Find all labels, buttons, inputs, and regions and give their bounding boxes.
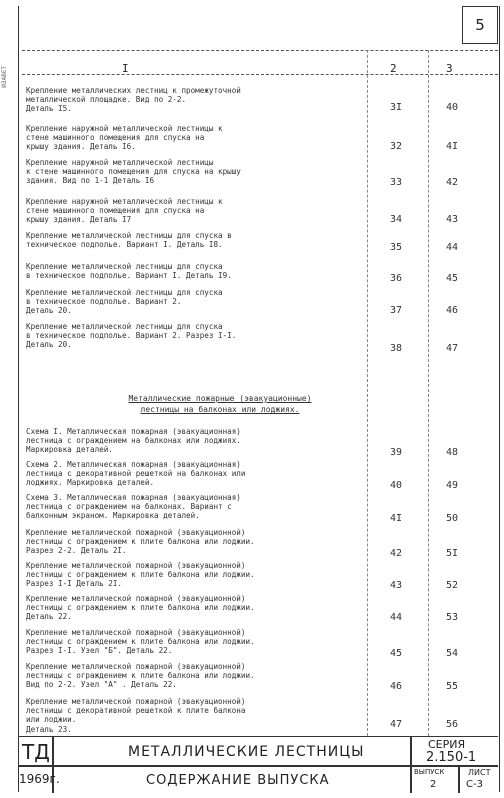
- entry-line: Крепление металлической пожарной (эвакуационной): [26, 662, 246, 671]
- entry-line: металлической площадке. Вид по 2-2.: [26, 95, 187, 105]
- entry-line: или лоджии.: [26, 715, 77, 725]
- entry-text: [26, 197, 361, 225]
- entry-line: Крепление металлической лестницы для спуска в: [26, 231, 232, 240]
- entry-page-col2: 35: [390, 242, 403, 253]
- entry-page-col2: 36: [390, 273, 403, 284]
- entry-line: Крепление металлической лестницы для спуска: [26, 288, 223, 297]
- column-divider-2: [428, 50, 429, 736]
- entry-text: [26, 697, 361, 734]
- entry-page-col2: 45: [390, 648, 403, 659]
- entry-page-col2: 39: [390, 447, 403, 458]
- entry-page-col2: 37: [390, 305, 403, 316]
- entry-page-col3: 46: [446, 305, 459, 316]
- entry-page-col3: 44: [446, 242, 459, 253]
- header-rule-bottom: [22, 74, 498, 75]
- entry-text: [26, 288, 361, 316]
- entry-line: Деталь I5.: [26, 104, 72, 114]
- entry-page-col2: 40: [390, 480, 403, 491]
- stamp-issue: 2: [430, 779, 437, 790]
- entry-page-col2: 32: [390, 141, 403, 152]
- entry-line: крышу здания. Деталь I6.: [26, 142, 136, 152]
- entry-line: стене машинного помещения для спуска на: [26, 133, 205, 143]
- entry-line: лестницы с ограждением к плите балкона или лоджии.: [26, 671, 255, 681]
- entry-page-col2: 42: [390, 548, 403, 559]
- entry-line: лестницы с ограждением к плите балкона или лоджии.: [26, 603, 255, 613]
- entry-line: здания. Вид по 1-1 Деталь I6: [26, 176, 155, 186]
- entry-line: Разрез I-I. Узел "Б". Деталь 22.: [26, 646, 173, 656]
- entry-line: Разрез I-I Деталь 2I.: [26, 579, 123, 589]
- entry-page-col3: 45: [446, 273, 459, 284]
- entry-line: балконным экраном. Маркировка деталей.: [26, 511, 200, 521]
- entry-line: в техническое подполье. Вариант 2.: [26, 297, 182, 307]
- entry-line: Крепление металлической пожарной (эвакуационной): [26, 594, 246, 603]
- entry-text: [26, 158, 361, 186]
- entry-line: Крепление металлической пожарной (эвакуационной): [26, 628, 246, 637]
- entry-line: Деталь 20.: [26, 340, 72, 350]
- entry-page-col3: 55: [446, 681, 459, 692]
- entry-text: [26, 231, 361, 249]
- entry-page-col3: 50: [446, 513, 459, 524]
- column-header-1: I: [122, 62, 129, 75]
- stamp-td: ТД: [22, 740, 50, 764]
- entry-line: Разрез 2-2. Деталь 2I.: [26, 546, 127, 556]
- section-heading-line-1: Металлические пожарные (эвакуационные): [128, 394, 312, 403]
- stamp-rule-sheet: [458, 765, 460, 793]
- entry-page-col3: 43: [446, 214, 459, 225]
- entry-line: лестницы с декоративной решеткой к плите балкона: [26, 706, 246, 716]
- entry-page-col2: 38: [390, 343, 403, 354]
- entry-line: лестница с ограждением на балконах или лоджиях.: [26, 436, 241, 446]
- entry-line: Деталь 23.: [26, 724, 72, 734]
- entry-line: лестницы с ограждением к плите балкона или лоджии.: [26, 570, 255, 580]
- stamp-series-label: СЕРИЯ: [428, 738, 466, 751]
- margin-note: ИЗАВЕТ: [1, 66, 8, 88]
- entry-page-col3: 40: [446, 102, 459, 113]
- entry-page-col3: 5I: [446, 548, 459, 559]
- stamp-sheet: С-3: [466, 779, 483, 790]
- entry-text: [26, 662, 361, 690]
- entry-line: лестницы с ограждением к плите балкона или лоджии.: [26, 637, 255, 647]
- title-block: [18, 736, 498, 793]
- entry-page-col3: 4I: [446, 141, 459, 152]
- entry-line: Крепление наружной металлической лестницы: [26, 158, 214, 167]
- entry-page-col2: 34: [390, 214, 403, 225]
- entry-page-col2: 44: [390, 612, 403, 623]
- entry-line: Крепление наружной металлической лестницы к: [26, 124, 223, 133]
- entry-page-col3: 42: [446, 177, 459, 188]
- entry-line: стене машинного помещения для спуска на: [26, 206, 205, 216]
- entry-page-col3: 53: [446, 612, 459, 623]
- entry-line: к стене машинного помещения для спуска на крышу: [26, 167, 241, 177]
- entry-text: [26, 528, 361, 556]
- header-rule-top: [22, 50, 498, 51]
- entry-line: Вид по 2-2. Узел "А" . Деталь 22.: [26, 680, 177, 690]
- stamp-rule-mid: [18, 765, 498, 767]
- entry-line: Схема 2. Металлическая пожарная (эвакуационная): [26, 460, 241, 469]
- entry-line: Маркировка деталей.: [26, 445, 113, 455]
- entry-line: Крепление металлической пожарной (эвакуационной): [26, 561, 246, 570]
- stamp-year: 1969г.: [19, 772, 60, 786]
- entry-line: Деталь 20.: [26, 306, 72, 316]
- entry-line: лоджиях. Маркировка деталей.: [26, 478, 155, 488]
- entry-line: Крепление металлической лестницы для спуска: [26, 262, 223, 271]
- entry-text: [26, 493, 361, 521]
- stamp-sheet-label: ЛИСТ: [468, 768, 491, 777]
- section-heading-line-2: лестницы на балконах или лоджиях.: [140, 405, 300, 414]
- entry-text: [26, 460, 361, 488]
- entry-text: [26, 628, 361, 656]
- entry-line: Крепление наружной металлической лестницы к: [26, 197, 223, 206]
- column-header-2: 2: [390, 62, 397, 75]
- stamp-issue-label: ВЫПУСК: [414, 768, 445, 776]
- stamp-rule-right: [410, 737, 412, 793]
- entry-page-col2: 3I: [390, 102, 403, 113]
- entry-line: в техническое подполье. Вариант I. Деталь I9.: [26, 271, 232, 281]
- stamp-series: 2.150-1: [426, 750, 477, 765]
- entry-page-col3: 52: [446, 580, 459, 591]
- entry-text: [26, 86, 361, 114]
- entry-line: Крепление металлической пожарной (эвакуационной): [26, 528, 246, 537]
- entry-line: крышу здания. Деталь I7: [26, 215, 132, 225]
- entry-text: [26, 262, 361, 280]
- entry-text: [26, 322, 361, 350]
- section-heading: [110, 393, 330, 415]
- page-number: 5: [462, 6, 498, 44]
- entry-page-col3: 48: [446, 447, 459, 458]
- entry-page-col2: 46: [390, 681, 403, 692]
- entry-page-col2: 43: [390, 580, 403, 591]
- entry-text: [26, 594, 361, 622]
- entry-line: Схема I. Металлическая пожарная (эвакуационная): [26, 427, 241, 436]
- entry-text: [26, 427, 361, 455]
- entry-line: в техническое подполье. Вариант 2. Разрез I-I.: [26, 331, 237, 341]
- entry-line: Схема 3. Металлическая пожарная (эвакуационная): [26, 493, 241, 502]
- entry-line: Крепление металлической лестницы для спуска: [26, 322, 223, 331]
- entry-line: лестница с декоративной решеткой на балконах или: [26, 469, 246, 479]
- entry-page-col2: 33: [390, 177, 403, 188]
- entry-page-col3: 54: [446, 648, 459, 659]
- entry-line: Крепление металлических лестниц к промежуточной: [26, 86, 241, 95]
- entry-line: лестницы с ограждением к плите балкона или лоджии.: [26, 537, 255, 547]
- entry-page-col2: 4I: [390, 513, 403, 524]
- entry-line: Деталь 22.: [26, 612, 72, 622]
- entry-page-col3: 47: [446, 343, 459, 354]
- entry-line: лестница с ограждением на балконах. Вариант с: [26, 502, 232, 512]
- column-header-3: 3: [446, 62, 453, 75]
- entry-text: [26, 124, 361, 152]
- stamp-subtitle: СОДЕРЖАНИЕ ВЫПУСКА: [146, 773, 330, 788]
- entry-page-col3: 56: [446, 719, 459, 730]
- entry-line: техническое подполье. Вариант I. Деталь I8.: [26, 240, 223, 250]
- entry-text: [26, 561, 361, 589]
- column-divider-1: [367, 50, 368, 736]
- entry-page-col2: 47: [390, 719, 403, 730]
- stamp-title: МЕТАЛЛИЧЕСКИЕ ЛЕСТНИЦЫ: [128, 744, 365, 760]
- entry-page-col3: 49: [446, 480, 459, 491]
- entry-line: Крепление металлической пожарной (эвакуационной): [26, 697, 246, 706]
